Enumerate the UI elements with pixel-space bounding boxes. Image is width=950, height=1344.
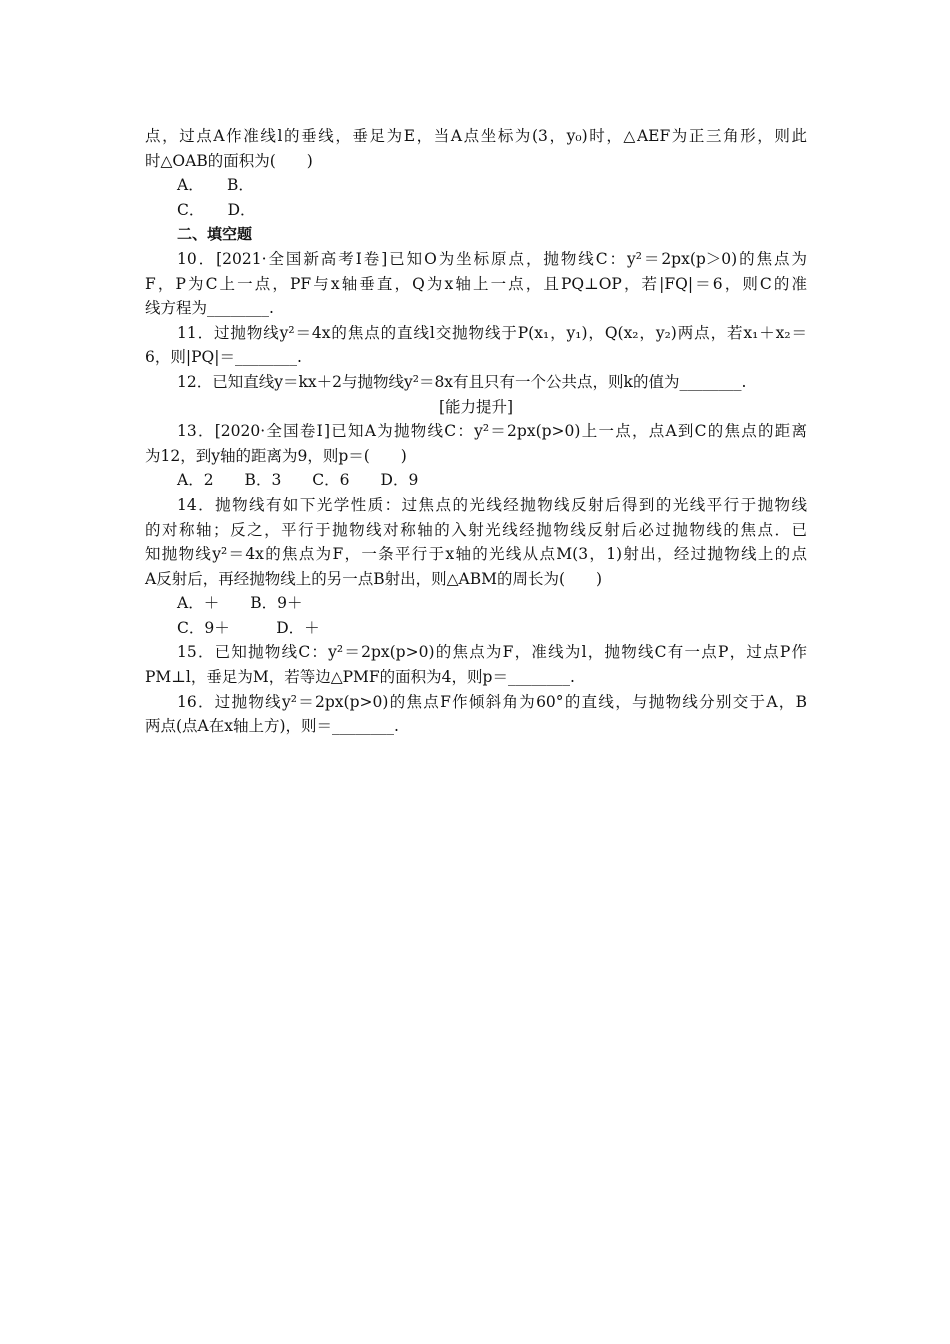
q11-line-2: 6，则|PQ|＝________. [145, 348, 302, 367]
q9-choices-cd: C． D． [177, 200, 256, 219]
q13-choices: A．2 B．3 C．6 D．9 [177, 471, 419, 490]
q9-line-2: 时△OAB的面积为( ) [145, 151, 313, 170]
q14-choices-ab: A．＋ B．9＋ [177, 594, 303, 613]
q14-line-2: 的对称轴；反之，平行于抛物线对称轴的入射光线经抛物线反射后必过抛物线的焦点．已 [145, 520, 807, 539]
q15-line-2: PM⊥l，垂足为M，若等边△PMF的面积为4，则p＝________. [145, 668, 575, 687]
q9-line-1: 点，过点A作准线l的垂线，垂足为E，当A点坐标为(3，y₀)时，△AEF为正三角形，则此 [145, 127, 807, 145]
q14-line-3: 知抛物线y²＝4x的焦点为F，一条平行于x轴的光线从点M(3，1)射出，经过抛物线上的点 [145, 545, 807, 564]
q10-line-3: 线方程为________. [145, 299, 274, 318]
q10-line-2: F，P为C上一点，PF与x轴垂直，Q为x轴上一点，且PQ⊥OP，若|FQ|＝6，则C的准 [145, 274, 807, 293]
q14-choices-cd: C．9＋ D．＋ [177, 618, 320, 637]
ability-heading: [能力提升] [438, 397, 514, 416]
q11-line-1: 11．过抛物线y²＝4x的焦点的直线l交抛物线于P(x₁，y₁)，Q(x₂，y₂)两点，若x₁＋x₂＝ [177, 323, 807, 342]
q15-line-1: 15．已知抛物线C：y²＝2px(p>0)的焦点为F，准线为l，抛物线C有一点P，过点P作 [177, 643, 807, 662]
q13-line-2: 为12，到y轴的距离为9，则p＝( ) [145, 446, 407, 465]
q14-line-4: A反射后，再经抛物线上的另一点B射出，则△ABM的周长为( ) [145, 569, 603, 588]
q10-line-1: 10．[2021·全国新高考Ⅰ卷]已知O为坐标原点，抛物线C：y²＝2px(p＞0)的焦点为 [177, 249, 807, 268]
section-heading-fill-blank: 二、填空题 [177, 225, 253, 244]
q16-line-2: 两点(点A在x轴上方)，则＝________. [145, 717, 399, 736]
q16-line-1: 16．过抛物线y²＝2px(p>0)的焦点F作倾斜角为60°的直线，与抛物线分别交于A，B [177, 692, 807, 711]
q14-line-1: 14．抛物线有如下光学性质：过焦点的光线经抛物线反射后得到的光线平行于抛物线 [177, 495, 807, 514]
problem-list [145, 124, 807, 739]
q13-line-1: 13．[2020·全国卷Ⅰ]已知A为抛物线C：y²＝2px(p>0)上一点，点A到C的焦点的距离 [177, 422, 807, 441]
q12-line-1: 12．已知直线y＝kx＋2与抛物线y²＝8x有且只有一个公共点，则k的值为________. [177, 372, 747, 391]
q9-choices-ab: A． B． [177, 176, 254, 195]
